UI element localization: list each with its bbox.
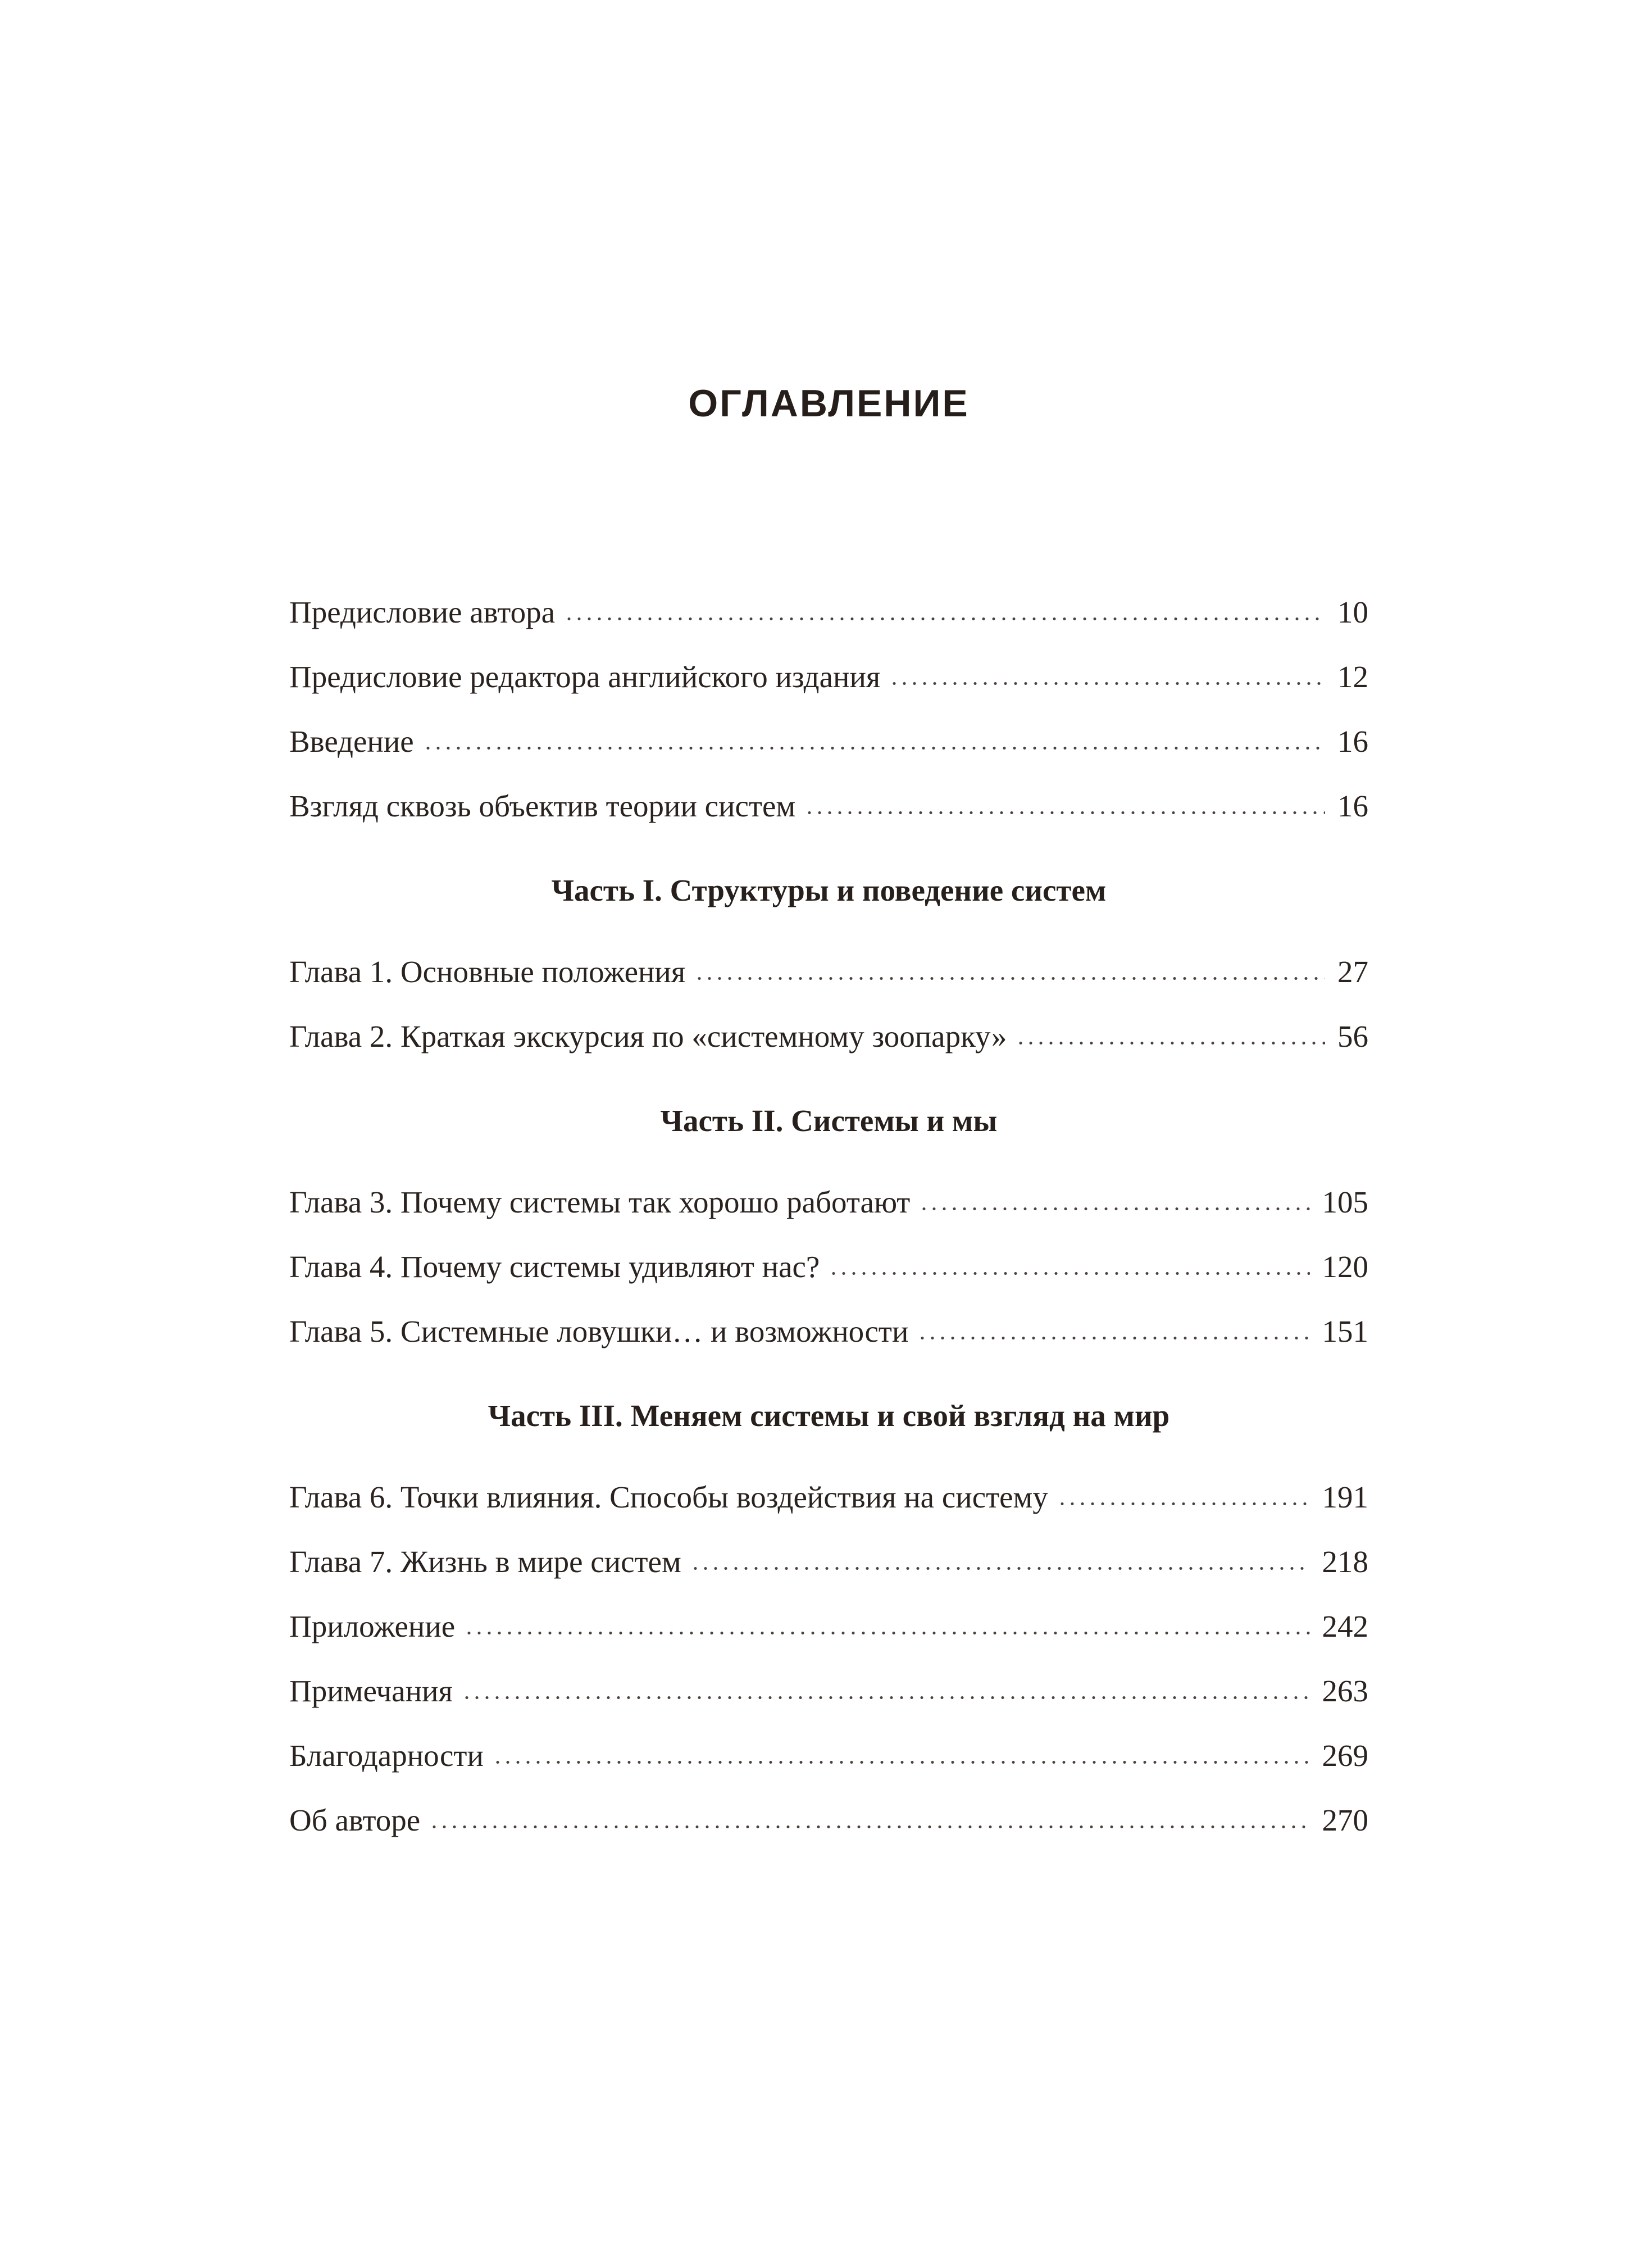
- toc-entry-page-number: 151: [1322, 1314, 1368, 1348]
- toc-entry-page-number: 120: [1322, 1250, 1368, 1284]
- toc-entry: [289, 1316, 1368, 1347]
- part-section-3: [289, 1400, 1368, 1577]
- toc-entry: [289, 1482, 1368, 1513]
- toc-entry: [289, 1740, 1368, 1771]
- toc-entry: [289, 726, 1368, 757]
- toc-entry-page-number: 242: [1322, 1609, 1368, 1643]
- toc-entry-page-number: 16: [1337, 789, 1368, 823]
- toc-entry-label: Приложение: [289, 1609, 456, 1643]
- toc-entry-label: Взгляд сквозь объектив теории систем: [289, 789, 796, 823]
- toc-entry: [289, 1187, 1368, 1218]
- toc-entry-label: Глава 6. Точки влияния. Способы воздействия на систему: [289, 1480, 1048, 1514]
- dot-leader: [464, 1629, 1309, 1637]
- dot-leader: [423, 744, 1325, 752]
- toc-entry: [289, 1675, 1368, 1706]
- toc-entry-page-number: 10: [1337, 595, 1368, 629]
- dot-leader: [829, 1270, 1309, 1277]
- toc-entry-page-number: 269: [1322, 1738, 1368, 1773]
- toc-entry: [289, 1021, 1368, 1052]
- toc-entry-label: Глава 2. Краткая экскурсия по «системному зоопарку»: [289, 1019, 1007, 1053]
- toc-entry: [289, 1546, 1368, 1577]
- part-heading: Часть II. Системы и мы: [660, 1103, 998, 1138]
- dot-leader: [429, 1823, 1309, 1831]
- dot-leader: [493, 1759, 1310, 1766]
- toc-entry: [289, 1251, 1368, 1282]
- toc-entry: [289, 661, 1368, 692]
- toc-entry-page-number: 27: [1337, 955, 1368, 989]
- toc-entry: [289, 956, 1368, 987]
- dot-leader: [917, 1334, 1309, 1342]
- toc-entry-page-number: 270: [1322, 1803, 1368, 1837]
- toc-entry-page-number: 16: [1337, 724, 1368, 759]
- dot-leader: [690, 1565, 1310, 1572]
- dot-leader: [919, 1205, 1309, 1212]
- part-heading: Часть I. Структуры и поведение систем: [551, 873, 1107, 907]
- toc-entry-label: Глава 5. Системные ловушки… и возможности: [289, 1314, 909, 1348]
- table-of-contents: [289, 597, 1368, 1836]
- back-matter-section: [289, 1611, 1368, 1836]
- toc-entry: [289, 1805, 1368, 1836]
- toc-entry: [289, 791, 1368, 821]
- dot-leader: [804, 809, 1325, 816]
- front-matter-section: [289, 597, 1368, 821]
- toc-entry-label: Благодарности: [289, 1738, 484, 1773]
- toc-entry-label: Глава 1. Основные положения: [289, 955, 686, 989]
- toc-entry-page-number: 218: [1322, 1545, 1368, 1579]
- dot-leader: [564, 615, 1325, 623]
- dot-leader: [462, 1694, 1310, 1701]
- toc-entry-page-number: 105: [1322, 1185, 1368, 1219]
- part-section-2: [289, 1105, 1368, 1347]
- page-title: ОГЛАВЛЕНИЕ: [688, 382, 970, 425]
- toc-entry-page-number: 12: [1337, 660, 1368, 694]
- dot-leader: [1057, 1500, 1310, 1507]
- toc-entry-label: Предисловие автора: [289, 595, 555, 629]
- dot-leader: [1016, 1039, 1325, 1047]
- toc-entry: [289, 1611, 1368, 1642]
- toc-entry: [289, 597, 1368, 628]
- toc-entry-label: Введение: [289, 724, 414, 759]
- toc-entry-label: Примечания: [289, 1674, 453, 1708]
- toc-content: [0, 384, 1652, 1836]
- toc-entry-page-number: 56: [1337, 1019, 1368, 1053]
- toc-entry-page-number: 191: [1322, 1480, 1368, 1514]
- part-heading: Часть III. Меняем системы и свой взгляд на мир: [488, 1398, 1170, 1433]
- toc-entry-label: Глава 3. Почему системы так хорошо работают: [289, 1185, 911, 1219]
- toc-entry-label: Глава 4. Почему системы удивляют нас?: [289, 1250, 820, 1284]
- toc-entry-label: Глава 7. Жизнь в мире систем: [289, 1545, 681, 1579]
- toc-entry-label: Предисловие редактора английского издания: [289, 660, 881, 694]
- dot-leader: [694, 975, 1325, 982]
- dot-leader: [889, 680, 1325, 687]
- toc-entry-label: Об авторе: [289, 1803, 421, 1837]
- part-section-1: [289, 875, 1368, 1052]
- toc-entry-page-number: 263: [1322, 1674, 1368, 1708]
